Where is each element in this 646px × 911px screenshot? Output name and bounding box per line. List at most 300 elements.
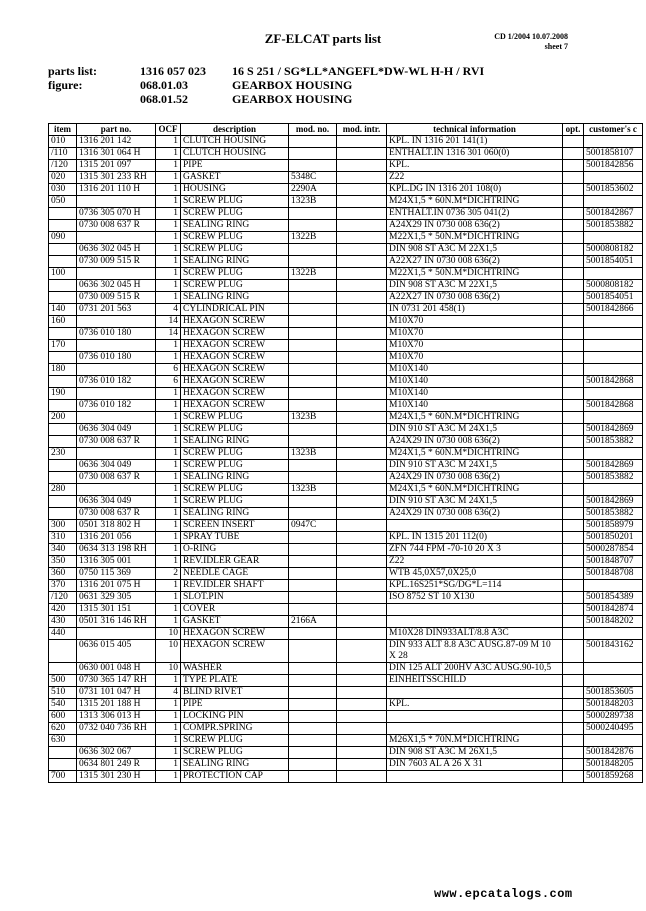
- mod-intr-cell: [337, 220, 387, 232]
- opt-cell: [563, 172, 584, 184]
- ocf-cell: 1: [156, 508, 181, 520]
- table-row: [49, 412, 643, 424]
- customer-code-cell: 5001842876: [584, 747, 643, 759]
- parts-list-header: [48, 64, 608, 106]
- technical-info-cell: [387, 711, 563, 723]
- description-cell: SEALING RING: [181, 759, 289, 771]
- item-cell: [49, 208, 77, 220]
- customer-code-cell: 5001842868: [584, 376, 643, 388]
- customer-code-cell: [584, 352, 643, 364]
- ocf-cell: 1: [156, 148, 181, 160]
- part-no-cell: 0731 201 563: [77, 304, 156, 316]
- ocf-cell: 1: [156, 723, 181, 735]
- item-cell: 090: [49, 232, 77, 244]
- description-cell: HEXAGON SCREW: [181, 640, 289, 663]
- technical-info-cell: [387, 616, 563, 628]
- ocf-cell: 1: [156, 711, 181, 723]
- item-cell: [49, 460, 77, 472]
- mod-intr-cell: [337, 304, 387, 316]
- table-row: [49, 532, 643, 544]
- mod-no-cell: [289, 663, 337, 675]
- description-cell: HEXAGON SCREW: [181, 328, 289, 340]
- technical-info-cell: DIN 125 ALT 200HV A3C AUSG.90-10,5: [387, 663, 563, 675]
- table-row: [49, 280, 643, 292]
- description-cell: SCREW PLUG: [181, 484, 289, 496]
- part-no-cell: 0501 318 802 H: [77, 520, 156, 532]
- customer-code-cell: [584, 412, 643, 424]
- customer-code-cell: 5001842869: [584, 460, 643, 472]
- part-no-cell: 0730 365 147 RH: [77, 675, 156, 687]
- description-cell: SLOT.PIN: [181, 592, 289, 604]
- table-row: [49, 460, 643, 472]
- item-cell: [49, 508, 77, 520]
- part-no-cell: 0730 009 515 R: [77, 256, 156, 268]
- table-row: [49, 496, 643, 508]
- table-row: [49, 616, 643, 628]
- description-cell: HEXAGON SCREW: [181, 388, 289, 400]
- customer-code-cell: 5001853882: [584, 508, 643, 520]
- column-header: OCF: [156, 124, 181, 136]
- description-cell: REV.IDLER SHAFT: [181, 580, 289, 592]
- customer-code-cell: 5001854051: [584, 256, 643, 268]
- opt-cell: [563, 196, 584, 208]
- mod-no-cell: 2166A: [289, 616, 337, 628]
- technical-info-cell: Z22: [387, 556, 563, 568]
- description-cell: SCREW PLUG: [181, 460, 289, 472]
- table-row: [49, 675, 643, 687]
- mod-no-cell: [289, 280, 337, 292]
- part-no-cell: [77, 268, 156, 280]
- customer-code-cell: 5001853605: [584, 687, 643, 699]
- item-cell: 280: [49, 484, 77, 496]
- part-no-cell: 1315 301 233 RH: [77, 172, 156, 184]
- mod-intr-cell: [337, 232, 387, 244]
- ocf-cell: 1: [156, 675, 181, 687]
- opt-cell: [563, 556, 584, 568]
- opt-cell: [563, 184, 584, 196]
- part-no-cell: [77, 448, 156, 460]
- mod-no-cell: [289, 472, 337, 484]
- description-cell: GASKET: [181, 172, 289, 184]
- opt-cell: [563, 675, 584, 687]
- opt-cell: [563, 436, 584, 448]
- ocf-cell: 10: [156, 628, 181, 640]
- ocf-cell: 1: [156, 580, 181, 592]
- customer-code-cell: [584, 448, 643, 460]
- table-row: [49, 304, 643, 316]
- description-cell: COMPR.SPRING: [181, 723, 289, 735]
- technical-info-cell: M24X1,5 * 60N.M*DICHTRING: [387, 412, 563, 424]
- customer-code-cell: 5001859268: [584, 771, 643, 783]
- technical-info-cell: DIN 7603 AL A 26 X 31: [387, 759, 563, 771]
- table-row: [49, 640, 643, 663]
- mod-intr-cell: [337, 699, 387, 711]
- customer-code-cell: 5001848205: [584, 759, 643, 771]
- opt-cell: [563, 256, 584, 268]
- customer-code-cell: 5001853882: [584, 220, 643, 232]
- mod-intr-cell: [337, 592, 387, 604]
- mod-no-cell: [289, 496, 337, 508]
- table-row: [49, 759, 643, 771]
- mod-intr-cell: [337, 711, 387, 723]
- description-cell: SEALING RING: [181, 292, 289, 304]
- description-cell: SPRAY TUBE: [181, 532, 289, 544]
- opt-cell: [563, 699, 584, 711]
- description-cell: CLUTCH HOUSING: [181, 148, 289, 160]
- description-cell: CYLINDRICAL PIN: [181, 304, 289, 316]
- cd-version: CD 1/2004 10.07.2008: [494, 32, 568, 41]
- mod-intr-cell: [337, 376, 387, 388]
- item-cell: 630: [49, 735, 77, 747]
- opt-cell: [563, 640, 584, 663]
- mod-no-cell: [289, 400, 337, 412]
- item-cell: 350: [49, 556, 77, 568]
- opt-cell: [563, 280, 584, 292]
- part-no-cell: 0730 008 637 R: [77, 436, 156, 448]
- mod-no-cell: [289, 759, 337, 771]
- ocf-cell: 1: [156, 196, 181, 208]
- table-row: [49, 771, 643, 783]
- customer-code-cell: 5001853602: [584, 184, 643, 196]
- technical-info-cell: [387, 723, 563, 735]
- ocf-cell: 1: [156, 592, 181, 604]
- description-cell: SCREW PLUG: [181, 448, 289, 460]
- item-cell: 180: [49, 364, 77, 376]
- table-row: [49, 580, 643, 592]
- description-cell: SCREW PLUG: [181, 496, 289, 508]
- description-cell: CLUTCH HOUSING: [181, 136, 289, 148]
- description-cell: REV.IDLER GEAR: [181, 556, 289, 568]
- mod-no-cell: [289, 699, 337, 711]
- customer-code-cell: [584, 580, 643, 592]
- table-row: [49, 292, 643, 304]
- ocf-cell: 1: [156, 532, 181, 544]
- customer-code-cell: 5000287854: [584, 544, 643, 556]
- item-cell: 600: [49, 711, 77, 723]
- ocf-cell: 1: [156, 448, 181, 460]
- mod-no-cell: [289, 148, 337, 160]
- table-row: [49, 628, 643, 640]
- figure-description: GEARBOX HOUSING: [232, 92, 353, 106]
- mod-intr-cell: [337, 400, 387, 412]
- mod-no-cell: [289, 771, 337, 783]
- mod-intr-cell: [337, 747, 387, 759]
- item-cell: [49, 472, 77, 484]
- mod-intr-cell: [337, 424, 387, 436]
- opt-cell: [563, 148, 584, 160]
- figure-description: GEARBOX HOUSING: [232, 78, 353, 92]
- mod-intr-cell: [337, 196, 387, 208]
- mod-no-cell: [289, 376, 337, 388]
- customer-code-cell: [584, 328, 643, 340]
- item-cell: [49, 244, 77, 256]
- customer-code-cell: 5001843162: [584, 640, 643, 663]
- technical-info-cell: ISO 8752 ST 10 X130: [387, 592, 563, 604]
- mod-no-cell: 1323B: [289, 196, 337, 208]
- customer-code-cell: [584, 388, 643, 400]
- table-row: [49, 508, 643, 520]
- opt-cell: [563, 388, 584, 400]
- table-row: [49, 400, 643, 412]
- mod-no-cell: [289, 735, 337, 747]
- mod-no-cell: 1323B: [289, 484, 337, 496]
- ocf-cell: 10: [156, 663, 181, 675]
- opt-cell: [563, 376, 584, 388]
- ocf-cell: 1: [156, 771, 181, 783]
- technical-info-cell: M24X1,5 * 60N.M*DICHTRING: [387, 448, 563, 460]
- item-cell: 540: [49, 699, 77, 711]
- item-cell: /120: [49, 592, 77, 604]
- item-cell: 420: [49, 604, 77, 616]
- description-cell: SCREW PLUG: [181, 412, 289, 424]
- opt-cell: [563, 711, 584, 723]
- ocf-cell: 1: [156, 436, 181, 448]
- opt-cell: [563, 687, 584, 699]
- part-no-cell: [77, 232, 156, 244]
- mod-intr-cell: [337, 184, 387, 196]
- column-header: customer's c: [584, 124, 643, 136]
- technical-info-cell: DIN 908 ST A3C M 26X1,5: [387, 747, 563, 759]
- part-no-cell: 0736 010 180: [77, 352, 156, 364]
- ocf-cell: 1: [156, 747, 181, 759]
- column-header: mod. intr.: [337, 124, 387, 136]
- item-cell: 370: [49, 580, 77, 592]
- customer-code-cell: 5000240495: [584, 723, 643, 735]
- part-no-cell: [77, 628, 156, 640]
- description-cell: HEXAGON SCREW: [181, 316, 289, 328]
- mod-no-cell: [289, 460, 337, 472]
- customer-code-cell: 5001850201: [584, 532, 643, 544]
- mod-intr-cell: [337, 532, 387, 544]
- part-no-cell: 0634 801 249 R: [77, 759, 156, 771]
- mod-no-cell: [289, 604, 337, 616]
- description-cell: COVER: [181, 604, 289, 616]
- mod-intr-cell: [337, 208, 387, 220]
- part-no-cell: [77, 196, 156, 208]
- part-no-cell: 1316 305 001: [77, 556, 156, 568]
- item-cell: 700: [49, 771, 77, 783]
- technical-info-cell: DIN 908 ST A3C M 22X1,5: [387, 244, 563, 256]
- column-header: part no.: [77, 124, 156, 136]
- item-cell: 620: [49, 723, 77, 735]
- table-row: [49, 556, 643, 568]
- technical-info-cell: ENTHALT.IN 1316 301 060(0): [387, 148, 563, 160]
- table-row: [49, 472, 643, 484]
- ocf-cell: 1: [156, 496, 181, 508]
- mod-intr-cell: [337, 160, 387, 172]
- mod-no-cell: [289, 160, 337, 172]
- technical-info-cell: KPL.DG IN 1316 201 108(0): [387, 184, 563, 196]
- column-header: technical information: [387, 124, 563, 136]
- customer-code-cell: [584, 675, 643, 687]
- opt-cell: [563, 268, 584, 280]
- technical-info-cell: M10X140: [387, 388, 563, 400]
- table-header-row: [49, 124, 643, 136]
- table-row: [49, 256, 643, 268]
- ocf-cell: 1: [156, 184, 181, 196]
- customer-code-cell: 5001858107: [584, 148, 643, 160]
- opt-cell: [563, 232, 584, 244]
- mod-no-cell: [289, 244, 337, 256]
- mod-no-cell: 0947C: [289, 520, 337, 532]
- figure-label: figure:: [48, 78, 83, 92]
- item-cell: 440: [49, 628, 77, 640]
- technical-info-cell: M10X140: [387, 376, 563, 388]
- table-row: [49, 663, 643, 675]
- mod-intr-cell: [337, 316, 387, 328]
- description-cell: SCREEN INSERT: [181, 520, 289, 532]
- opt-cell: [563, 364, 584, 376]
- mod-intr-cell: [337, 352, 387, 364]
- item-cell: 340: [49, 544, 77, 556]
- mod-intr-cell: [337, 771, 387, 783]
- customer-code-cell: 5001842869: [584, 496, 643, 508]
- ocf-cell: 1: [156, 735, 181, 747]
- part-no-cell: 0634 313 198 RH: [77, 544, 156, 556]
- technical-info-cell: A24X29 IN 0730 008 636(2): [387, 508, 563, 520]
- item-cell: [49, 747, 77, 759]
- item-cell: [49, 376, 77, 388]
- customer-code-cell: [584, 628, 643, 640]
- mod-no-cell: [289, 136, 337, 148]
- customer-code-cell: [584, 364, 643, 376]
- mod-intr-cell: [337, 436, 387, 448]
- mod-no-cell: [289, 436, 337, 448]
- mod-intr-cell: [337, 244, 387, 256]
- item-cell: 020: [49, 172, 77, 184]
- description-cell: HEXAGON SCREW: [181, 364, 289, 376]
- mod-intr-cell: [337, 604, 387, 616]
- part-no-cell: [77, 340, 156, 352]
- mod-intr-cell: [337, 544, 387, 556]
- technical-info-cell: M22X1,5 * 50N.M*DICHTRING: [387, 268, 563, 280]
- item-cell: [49, 352, 77, 364]
- part-no-cell: 0501 316 146 RH: [77, 616, 156, 628]
- customer-code-cell: 5001842856: [584, 160, 643, 172]
- mod-intr-cell: [337, 520, 387, 532]
- opt-cell: [563, 304, 584, 316]
- technical-info-cell: DIN 933 ALT 8.8 A3C AUSG.87-09 M 10 X 28: [387, 640, 563, 663]
- ocf-cell: 1: [156, 208, 181, 220]
- mod-no-cell: [289, 220, 337, 232]
- item-cell: [49, 496, 77, 508]
- table-row: [49, 244, 643, 256]
- customer-code-cell: 5001858979: [584, 520, 643, 532]
- customer-code-cell: 5001842867: [584, 208, 643, 220]
- technical-info-cell: M10X140: [387, 400, 563, 412]
- table-row: [49, 711, 643, 723]
- technical-info-cell: [387, 771, 563, 783]
- part-no-cell: 0636 302 045 H: [77, 244, 156, 256]
- watermark-url: www.epcatalogs.com: [434, 887, 573, 901]
- opt-cell: [563, 663, 584, 675]
- table-row: [49, 148, 643, 160]
- description-cell: PIPE: [181, 160, 289, 172]
- mod-intr-cell: [337, 448, 387, 460]
- table-row: [49, 592, 643, 604]
- part-no-cell: 0636 304 049: [77, 460, 156, 472]
- technical-info-cell: KPL.: [387, 160, 563, 172]
- technical-info-cell: IN 0731 201 458(1): [387, 304, 563, 316]
- description-cell: LOCKING PIN: [181, 711, 289, 723]
- technical-info-cell: ZFN 744 FPM -70-10 20 X 3: [387, 544, 563, 556]
- table-row: [49, 160, 643, 172]
- opt-cell: [563, 244, 584, 256]
- customer-code-cell: 5001842866: [584, 304, 643, 316]
- description-cell: PIPE: [181, 699, 289, 711]
- description-cell: GASKET: [181, 616, 289, 628]
- customer-code-cell: [584, 484, 643, 496]
- table-row: [49, 316, 643, 328]
- opt-cell: [563, 136, 584, 148]
- part-no-cell: 0736 010 182: [77, 376, 156, 388]
- description-cell: SCREW PLUG: [181, 747, 289, 759]
- item-cell: [49, 256, 77, 268]
- table-row: [49, 484, 643, 496]
- technical-info-cell: ENTHALT.IN 0736 305 041(2): [387, 208, 563, 220]
- item-cell: 140: [49, 304, 77, 316]
- mod-intr-cell: [337, 364, 387, 376]
- mod-no-cell: [289, 580, 337, 592]
- technical-info-cell: DIN 910 ST A3C M 24X1,5: [387, 460, 563, 472]
- ocf-cell: 1: [156, 280, 181, 292]
- item-cell: /110: [49, 148, 77, 160]
- mod-intr-cell: [337, 687, 387, 699]
- description-cell: SEALING RING: [181, 472, 289, 484]
- customer-code-cell: 5000808182: [584, 244, 643, 256]
- ocf-cell: 14: [156, 316, 181, 328]
- opt-cell: [563, 628, 584, 640]
- customer-code-cell: 5001842869: [584, 424, 643, 436]
- description-cell: SCREW PLUG: [181, 268, 289, 280]
- opt-cell: [563, 208, 584, 220]
- technical-info-cell: [387, 604, 563, 616]
- ocf-cell: 1: [156, 520, 181, 532]
- customer-code-cell: 5001848203: [584, 699, 643, 711]
- opt-cell: [563, 496, 584, 508]
- part-no-cell: 0730 008 637 R: [77, 220, 156, 232]
- technical-info-cell: [387, 520, 563, 532]
- part-no-cell: 0730 009 515 R: [77, 292, 156, 304]
- customer-code-cell: 5001842874: [584, 604, 643, 616]
- technical-info-cell: Z22: [387, 172, 563, 184]
- mod-intr-cell: [337, 616, 387, 628]
- description-cell: SCREW PLUG: [181, 424, 289, 436]
- ocf-cell: 2: [156, 568, 181, 580]
- mod-no-cell: [289, 388, 337, 400]
- mod-no-cell: 1323B: [289, 412, 337, 424]
- ocf-cell: 1: [156, 544, 181, 556]
- customer-code-cell: 5001853882: [584, 436, 643, 448]
- table-row: [49, 196, 643, 208]
- mod-intr-cell: [337, 388, 387, 400]
- customer-code-cell: [584, 172, 643, 184]
- part-no-cell: 0750 115 369: [77, 568, 156, 580]
- item-cell: 230: [49, 448, 77, 460]
- table-row: [49, 424, 643, 436]
- opt-cell: [563, 508, 584, 520]
- description-cell: TYPE PLATE: [181, 675, 289, 687]
- opt-cell: [563, 448, 584, 460]
- description-cell: WASHER: [181, 663, 289, 675]
- customer-code-cell: [584, 136, 643, 148]
- ocf-cell: 1: [156, 256, 181, 268]
- technical-info-cell: DIN 908 ST A3C M 22X1,5: [387, 280, 563, 292]
- ocf-cell: 1: [156, 172, 181, 184]
- technical-info-cell: EINHEITSSCHILD: [387, 675, 563, 687]
- item-cell: 100: [49, 268, 77, 280]
- item-cell: 050: [49, 196, 77, 208]
